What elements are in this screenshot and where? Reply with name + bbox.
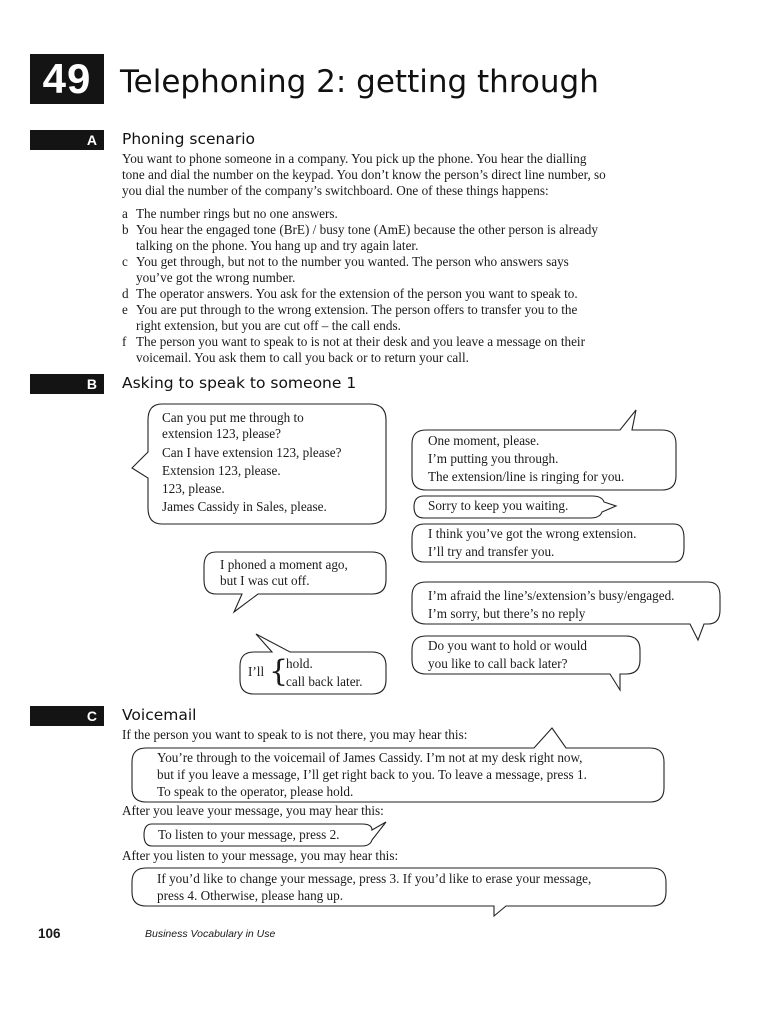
page-number: 106 — [38, 926, 61, 941]
list-item — [136, 254, 569, 286]
speech-bubble-sorry-waiting — [428, 497, 568, 515]
bubble-line: I’ll try and transfer you. — [428, 544, 555, 559]
bubble-line: One moment, please. — [428, 433, 540, 448]
section-b-badge: B — [30, 374, 104, 394]
bubble-line: I’m putting you through. — [428, 451, 559, 466]
book-title: Business Vocabulary in Use — [145, 928, 276, 940]
bubble-line: I’m sorry, but there’s no reply — [428, 606, 586, 621]
list-item-label: c — [122, 254, 128, 269]
bubble-line: The extension/line is ringing for you. — [428, 469, 625, 484]
speech-bubble-cut-off — [220, 557, 348, 589]
speech-bubble-hold-question — [428, 637, 587, 673]
bubble-prefix: I’ll — [248, 664, 265, 679]
list-item-label: e — [122, 302, 128, 317]
list-item-label: a — [122, 206, 128, 221]
bubble-line: you like to call back later? — [428, 656, 568, 671]
bubble-line: I’m afraid the line’s/extension’s busy/engaged. — [428, 588, 675, 603]
bubble-line: Sorry to keep you waiting. — [428, 498, 569, 513]
list-item-line: The operator answers. You ask for the extension of the person you want to speak to. — [136, 286, 578, 301]
bubble-line: extension 123, please? — [162, 426, 282, 441]
list-item — [136, 302, 577, 334]
list-item — [136, 222, 598, 254]
speech-bubble-change-message — [157, 870, 591, 904]
speech-bubble-putting-through — [428, 432, 624, 486]
speech-bubble-voicemail-greeting — [157, 749, 587, 800]
section-c-badge: C — [30, 706, 104, 726]
unit-number-badge: 49 — [30, 54, 104, 104]
bubble-line: Can you put me through to — [162, 410, 304, 425]
list-item — [136, 206, 338, 222]
bubble-options — [286, 655, 363, 691]
bubble-line: but if you leave a message, I’ll get right back to you. To leave a message, press 1. — [157, 767, 587, 782]
list-item-label: b — [122, 222, 129, 237]
list-item — [136, 286, 578, 302]
section-b-title: Asking to speak to someone 1 — [122, 374, 357, 392]
section-a-badge: A — [30, 130, 104, 150]
bubble-line: press 4. Otherwise, please hang up. — [157, 888, 344, 903]
list-item-line: you’ve got the wrong number. — [136, 270, 296, 285]
bubble-line: I phoned a moment ago, — [220, 557, 348, 572]
bubble-line: but I was cut off. — [220, 573, 310, 588]
intro-line: tone and dial the number on the keypad. You don’t know the person’s direct line number, so — [122, 167, 606, 182]
speech-bubble-listen-message — [158, 826, 339, 844]
section-c-intro-1: If the person you want to speak to is not there, you may hear this: — [122, 727, 468, 742]
list-item-line: The person you want to speak to is not at their desk and you leave a message on their — [136, 334, 585, 349]
speech-bubble-caller-requests — [162, 410, 341, 516]
list-item — [136, 334, 585, 366]
list-item-line: The number rings but no one answers. — [136, 206, 338, 221]
bubble-line: To speak to the operator, please hold. — [157, 784, 354, 799]
bubble-option: call back later. — [286, 674, 363, 689]
list-item-label: f — [122, 334, 127, 349]
section-c-title: Voicemail — [122, 706, 197, 724]
list-item-line: You are put through to the wrong extension. The person offers to transfer you to the — [136, 302, 578, 317]
unit-title: Telephoning 2: getting through — [120, 64, 599, 100]
bubble-line: To listen to your message, press 2. — [158, 827, 340, 842]
bubble-option: hold. — [286, 656, 313, 671]
bubble-line: Do you want to hold or would — [428, 638, 587, 653]
section-a-title: Phoning scenario — [122, 130, 255, 148]
list-item-label: d — [122, 286, 129, 301]
bubble-line: You’re through to the voicemail of James Cassidy. I’m not at my desk right now, — [157, 750, 583, 765]
section-a-intro — [122, 151, 606, 199]
bubble-line: James Cassidy in Sales, please. — [162, 499, 327, 514]
list-item-line: You get through, but not to the number you wanted. The person who answers says — [136, 254, 569, 269]
section-c-intro-3: After you listen to your message, you may hear this: — [122, 848, 399, 863]
bubble-line: I think you’ve got the wrong extension. — [428, 526, 637, 541]
list-item-line: You hear the engaged tone (BrE) / busy tone (AmE) because the other person is already — [136, 222, 598, 237]
bubble-line: If you’d like to change your message, press 3. If you’d like to erase your message, — [157, 871, 592, 886]
section-c-intro-2: After you leave your message, you may hear this: — [122, 803, 384, 818]
intro-line: You want to phone someone in a company. You pick up the phone. You hear the dialling — [122, 151, 587, 166]
list-item-line: right extension, but you are cut off – the call ends. — [136, 318, 401, 333]
intro-line: you dial the number of the company’s switchboard. One of these things happens: — [122, 183, 549, 198]
bubble-line: 123, please. — [162, 481, 225, 496]
list-item-line: voicemail. You ask them to call you back or to return your call. — [136, 350, 469, 365]
bubble-line: Extension 123, please. — [162, 463, 281, 478]
brace-symbol: { — [269, 654, 289, 689]
speech-bubble-wrong-extension — [428, 525, 636, 561]
speech-bubble-line-busy — [428, 587, 674, 623]
list-item-line: talking on the phone. You hang up and try again later. — [136, 238, 419, 253]
bubble-line: Can I have extension 123, please? — [162, 445, 342, 460]
